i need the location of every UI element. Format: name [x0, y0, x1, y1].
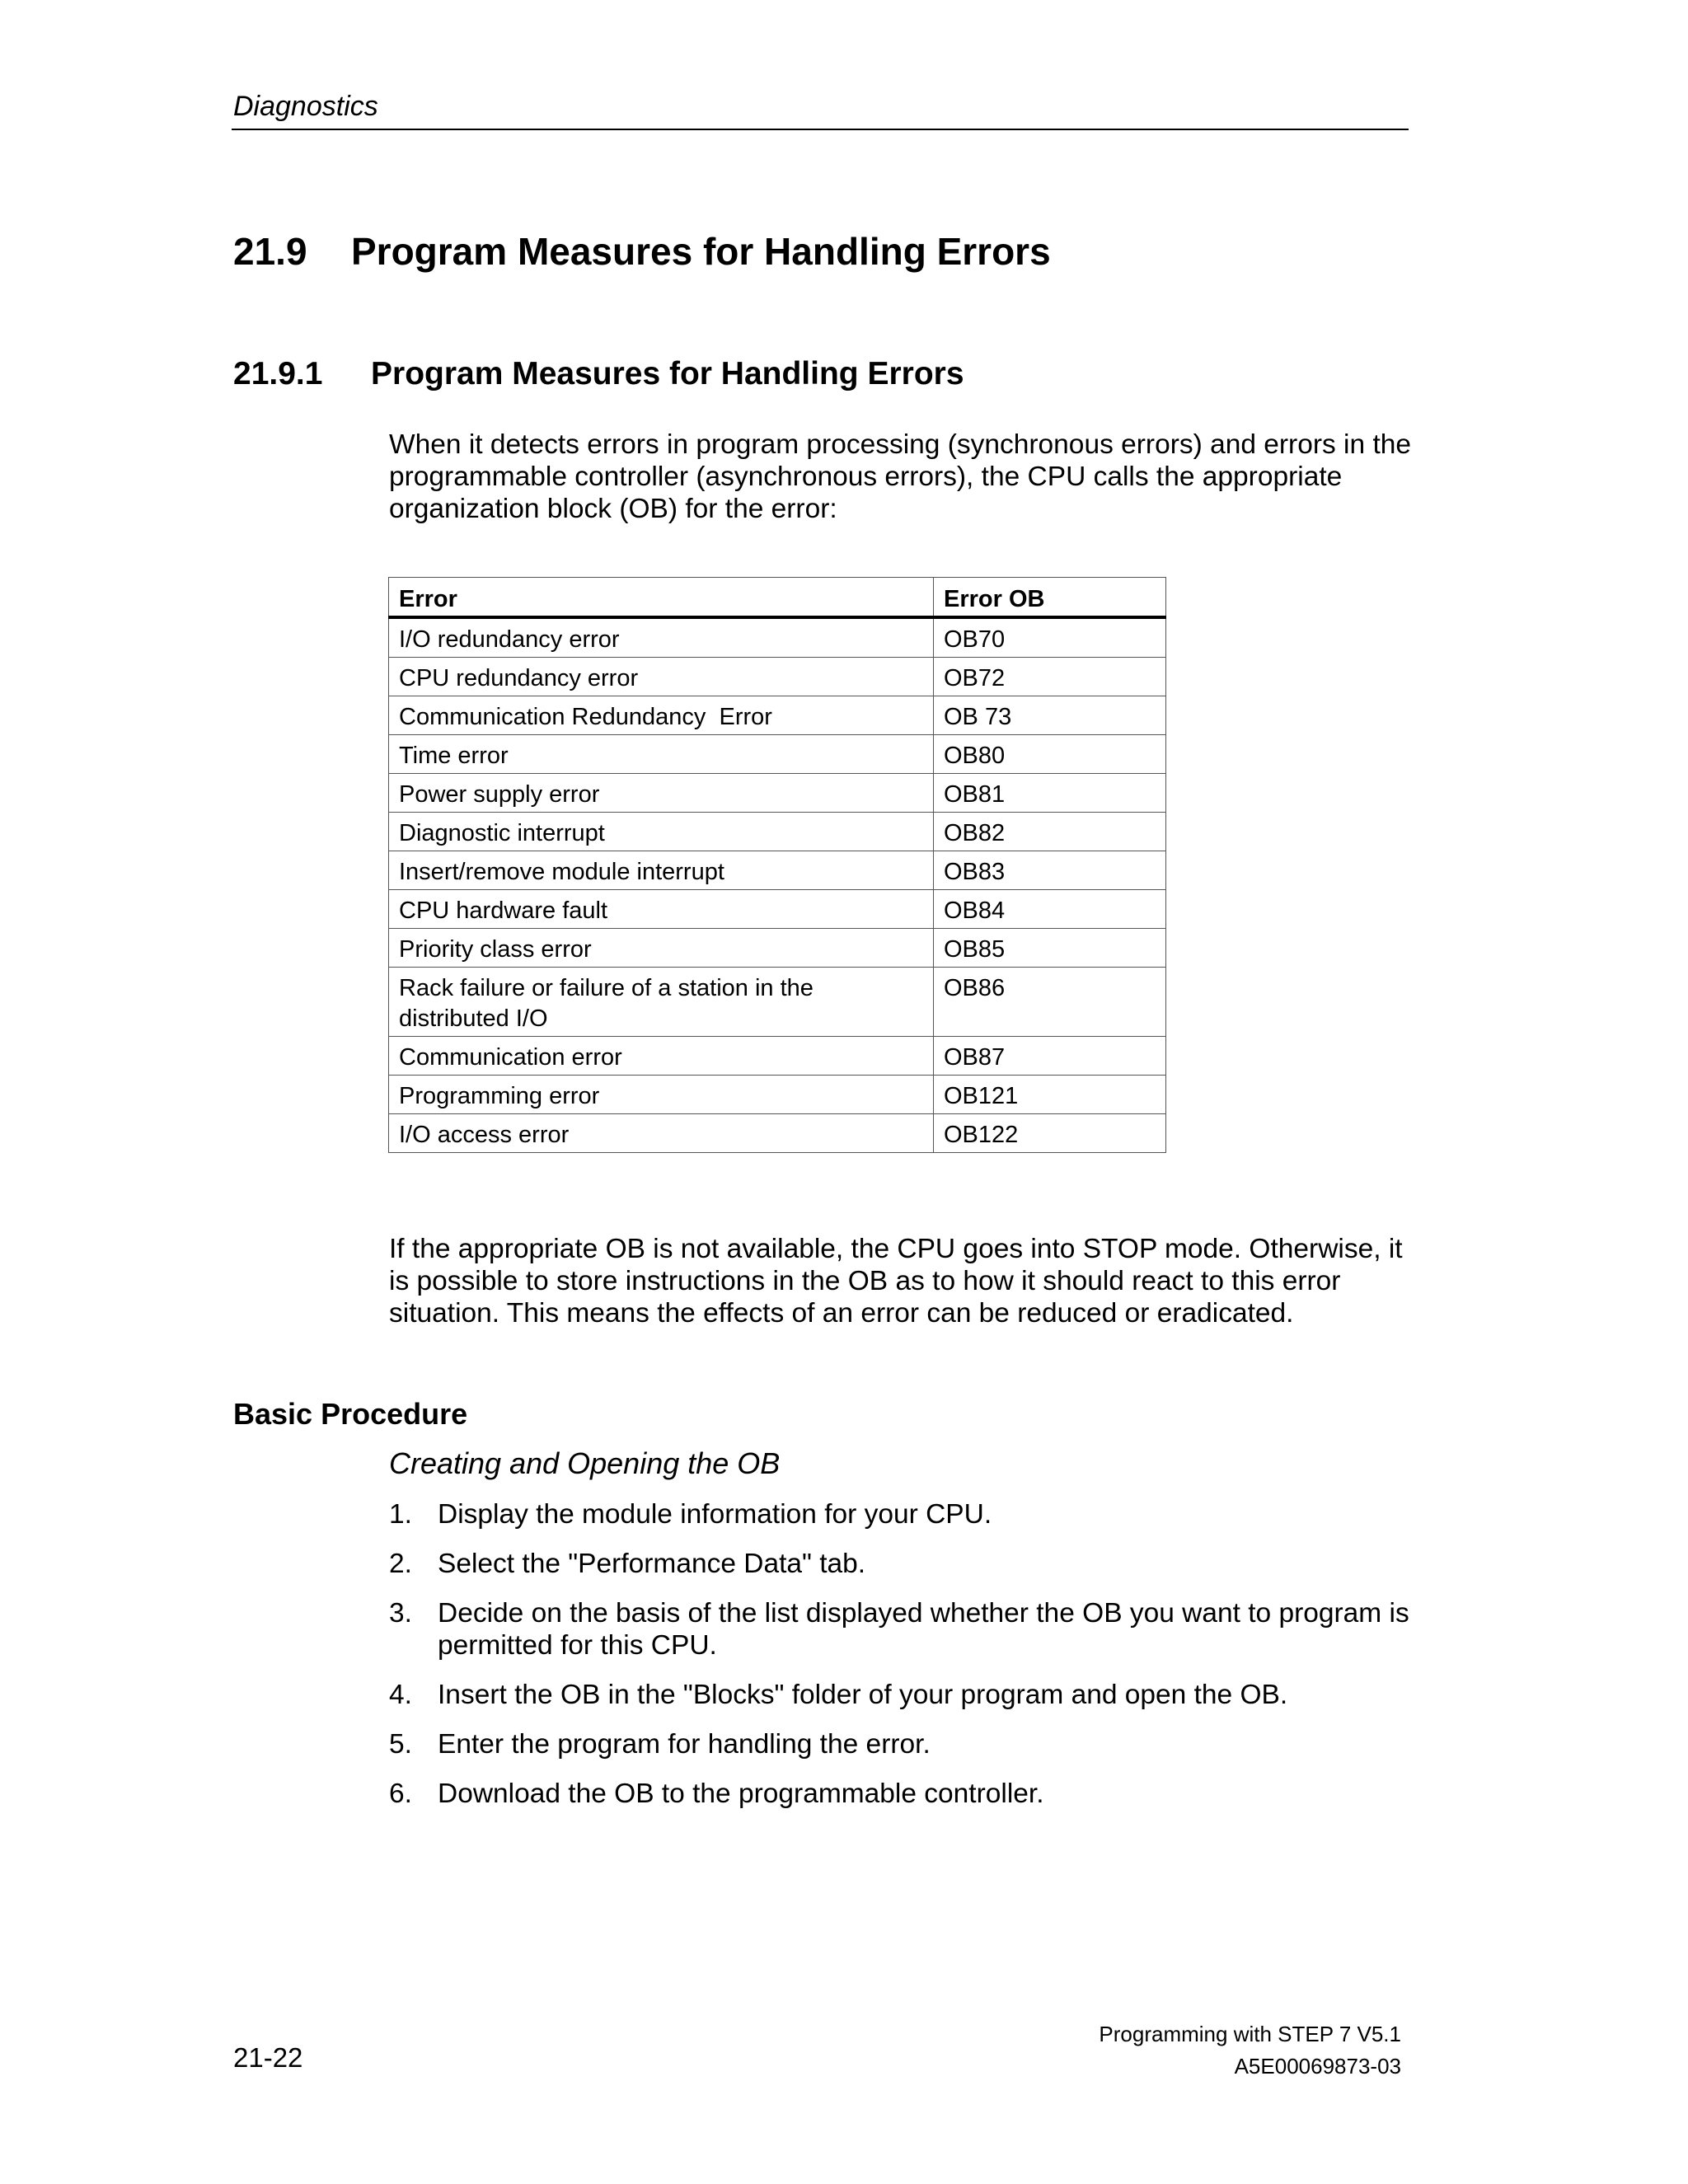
column-header-error-ob: Error OB	[934, 578, 1166, 618]
step-text: Insert the OB in the "Blocks" folder of your program and open the OB.	[438, 1680, 1288, 1710]
procedure-subheading: Creating and Opening the OB	[389, 1446, 781, 1480]
ob-cell: OB84	[934, 890, 1166, 929]
ob-cell: OB83	[934, 851, 1166, 890]
table-row	[389, 696, 1166, 735]
table-row	[389, 1114, 1166, 1153]
table-row	[389, 617, 1166, 658]
running-header: Diagnostics	[233, 91, 378, 122]
step-number: 5.	[389, 1729, 412, 1760]
error-cell: CPU redundancy error	[389, 658, 934, 696]
error-ob-table	[388, 577, 1166, 1153]
error-cell: CPU hardware fault	[389, 890, 934, 929]
intro-paragraph: When it detects errors in program processing (synchronous errors) and errors in the programmable controller (asynchronous errors), the CPU calls the appropriate organization block (OB) for the error:	[389, 429, 1412, 524]
ob-cell: OB 73	[934, 696, 1166, 735]
subsection-number: 21.9.1	[233, 356, 323, 391]
step-number: 6.	[389, 1779, 412, 1809]
table-row	[389, 929, 1166, 968]
list-item	[389, 1597, 1411, 1661]
step-number: 3.	[389, 1598, 412, 1629]
table-header-row	[389, 578, 1166, 618]
list-item	[389, 1548, 1411, 1580]
ob-cell: OB81	[934, 774, 1166, 813]
step-number: 4.	[389, 1680, 412, 1710]
table-row	[389, 968, 1166, 1037]
order-number: A5E00069873-03	[1234, 2054, 1401, 2079]
ob-cell: OB121	[934, 1076, 1166, 1114]
error-cell: Rack failure or failure of a station in the distributed I/O	[389, 968, 934, 1037]
subsection-heading	[233, 356, 964, 392]
step-text: Display the module information for your CPU.	[438, 1499, 992, 1530]
procedure-steps	[389, 1498, 1411, 1827]
column-header-error: Error	[389, 578, 934, 618]
step-number: 1.	[389, 1499, 412, 1530]
step-text: Decide on the basis of the list displayed whether the OB you want to program is permitted for this CPU.	[438, 1598, 1409, 1661]
error-cell: Diagnostic interrupt	[389, 813, 934, 851]
error-cell: Priority class error	[389, 929, 934, 968]
section-heading	[233, 229, 1051, 274]
table-row	[389, 851, 1166, 890]
error-cell: Time error	[389, 735, 934, 774]
ob-cell: OB80	[934, 735, 1166, 774]
header-rule	[232, 129, 1409, 130]
section-number: 21.9	[233, 230, 307, 273]
table-row	[389, 735, 1166, 774]
error-cell: Communication Redundancy Error	[389, 696, 934, 735]
step-text: Select the "Performance Data" tab.	[438, 1549, 866, 1579]
ob-cell: OB87	[934, 1037, 1166, 1076]
step-text: Download the OB to the programmable controller.	[438, 1779, 1044, 1809]
list-item	[389, 1679, 1411, 1711]
error-cell: Power supply error	[389, 774, 934, 813]
ob-cell: OB82	[934, 813, 1166, 851]
error-cell: Programming error	[389, 1076, 934, 1114]
ob-cell: OB72	[934, 658, 1166, 696]
list-item	[389, 1728, 1411, 1760]
list-item	[389, 1778, 1411, 1810]
list-item	[389, 1498, 1411, 1530]
step-number: 2.	[389, 1549, 412, 1579]
footer-manual-info	[1099, 2018, 1401, 2083]
ob-cell: OB122	[934, 1114, 1166, 1153]
table-row	[389, 658, 1166, 696]
error-cell: Communication error	[389, 1037, 934, 1076]
page-number: 21-22	[233, 2042, 303, 2073]
table-row	[389, 774, 1166, 813]
ob-cell: OB86	[934, 968, 1166, 1037]
ob-cell: OB85	[934, 929, 1166, 968]
after-table-paragraph: If the appropriate OB is not available, the CPU goes into STOP mode. Otherwise, it is possible to store instructions in the OB as to how it should react to this error situation. This means the effects of an error can be reduced or eradicated.	[389, 1234, 1403, 1329]
basic-procedure-heading: Basic Procedure	[233, 1397, 468, 1431]
table-row	[389, 1076, 1166, 1114]
table-row	[389, 813, 1166, 851]
section-title: Program Measures for Handling Errors	[351, 230, 1051, 273]
error-cell: I/O access error	[389, 1114, 934, 1153]
subsection-title: Program Measures for Handling Errors	[371, 356, 964, 391]
step-text: Enter the program for handling the error.	[438, 1729, 931, 1760]
error-cell: Insert/remove module interrupt	[389, 851, 934, 890]
manual-title: Programming with STEP 7 V5.1	[1099, 2022, 1401, 2046]
error-cell: I/O redundancy error	[389, 617, 934, 658]
table-row	[389, 890, 1166, 929]
ob-cell: OB70	[934, 617, 1166, 658]
table-row	[389, 1037, 1166, 1076]
